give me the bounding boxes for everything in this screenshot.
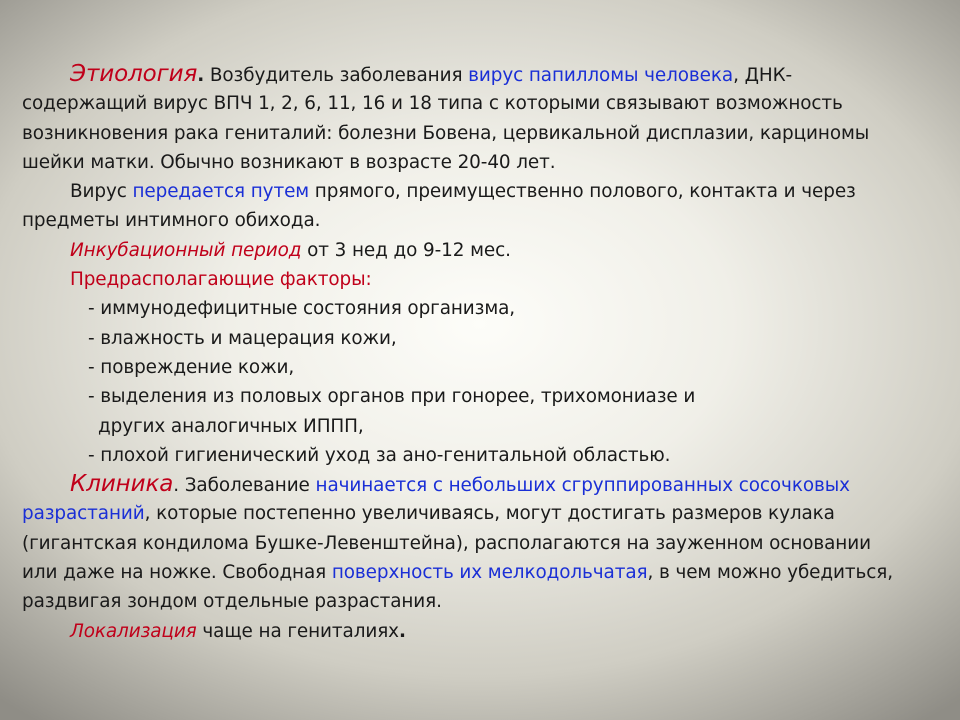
etiology-highlight: вирус папилломы человека [468,65,734,86]
etiology-line-4: шейки матки. Обычно возникают в возрасте 20-40 лет. [22,151,556,173]
factor-item: - выделения из половых органов при гонорее, трихомониазе и [88,386,696,408]
clinic-text: , в чем можно убедиться, [647,562,893,584]
slide-content [22,60,942,646]
etiology-heading: Этиология [70,61,198,87]
clinic-text: , которые постепенно увеличиваясь, могут достигать размеров кулака [144,503,835,525]
clinic-line-2 [22,499,942,528]
localization-label: Локализация [70,620,197,642]
clinic-line-4 [22,558,942,587]
etiology-line-2: содержащий вирус ВПЧ 1, 2, 6, 11, 16 и 18 типа с которыми связывают возможность [22,93,843,115]
factor-item: - влажность и мацерация кожи, [88,327,397,349]
clinic-highlight: разрастаний [22,503,145,525]
etiology-text: Возбудитель заболевания [204,65,469,86]
localization-dot: . [398,620,406,642]
factors-heading-text: Предрасполагающие факторы: [70,269,372,291]
clinic-line-5: раздвигая зондом отдельные разрастания. [22,591,442,613]
clinic-line-1 [22,470,942,499]
transmission-line-2: предметы интимного обихода. [22,210,321,232]
incubation-line [22,236,942,265]
etiology-line-3: возникновения рака гениталий: болезни Бовена, цервикальной дисплазии, карциномы [22,122,870,144]
transmission-text: прямого, преимущественно полового, контакта и через [309,181,856,203]
clinic-highlight: начинается с небольших сгруппированных сосочковых [315,475,850,497]
clinic-line-3: (гигантская кондилома Бушке-Левенштейна), располагаются на зауженном основании [22,532,871,554]
etiology-heading-dot: . [197,65,205,86]
localization-text: чаще на гениталиях [196,620,399,642]
transmission-text: Вирус [70,181,133,203]
etiology-line-1 [22,60,942,89]
transmission-line-1 [22,177,942,206]
factors-heading [22,265,942,294]
clinic-heading: Клиника [70,471,174,498]
clinic-text: или даже на ножке. Свободная [22,562,332,584]
localization-line [22,617,942,646]
incubation-label: Инкубационный период [70,239,302,261]
factor-item: - повреждение кожи, [88,356,295,378]
clinic-text: . Заболевание [173,475,316,497]
factor-item: - плохой гигиенический уход за ано-генитальной областью. [88,444,671,466]
etiology-text: , ДНК- [733,65,793,86]
transmission-highlight: передается путем [132,181,310,203]
clinic-highlight: поверхность их мелкодольчатая [331,562,648,584]
factor-item-continuation: других аналогичных ИППП, [98,415,364,437]
factor-item: - иммунодефицитные состояния организма, [88,298,516,320]
incubation-text: от 3 нед до 9-12 мес. [301,239,511,261]
